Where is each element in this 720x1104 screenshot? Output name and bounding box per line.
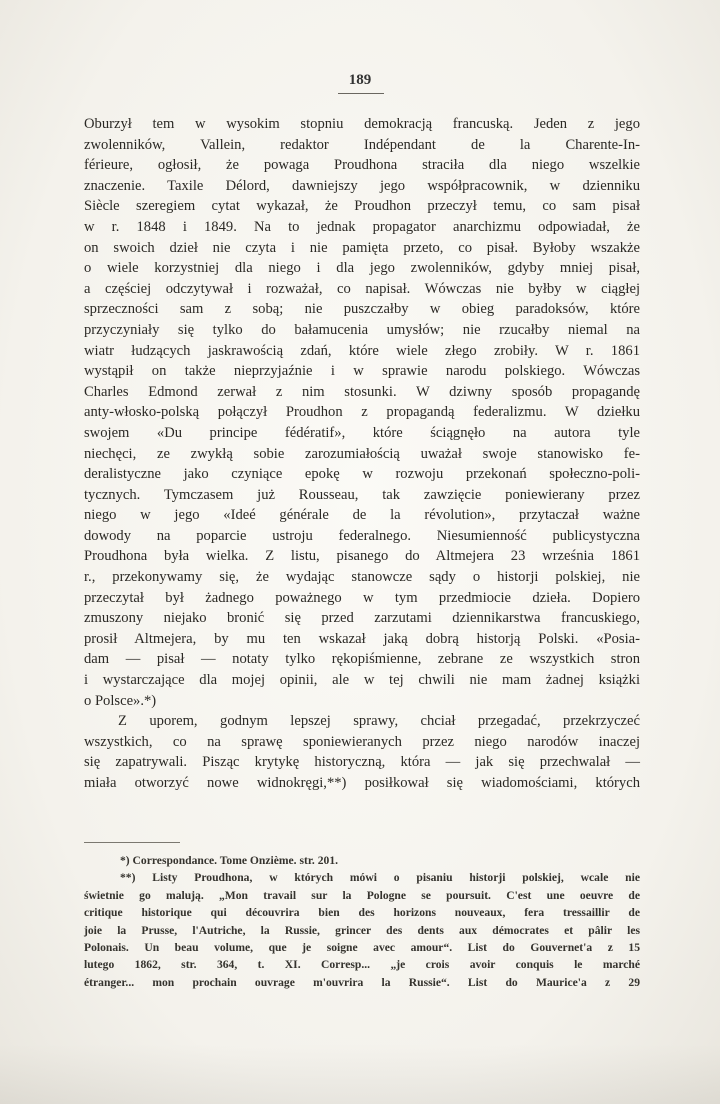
text-line: Oburzył tem w wysokim stopniu demokracją francuską. Jeden z jego (84, 116, 640, 132)
main-text (84, 114, 640, 794)
text-line: wiatr łudzących jaskrawością zdań, które wiele złego zrobiły. W r. 1861 (84, 342, 640, 359)
text-line: sprzeczności sam z sobą; nie puszczałby w obieg paradoksów, które (84, 301, 640, 318)
text-line: i wystarczające dla mojej opinii, ale w tej chwili nie mam żadnej książki (84, 672, 640, 689)
text-line: deralistyczne jako czyniące epokę w rozwoju przekonań społeczno-poli- (84, 466, 640, 483)
footnotes (84, 852, 640, 991)
text-line: a częściej odczytywał i rozważał, co napisał. Wówczas nie byłby w ciągłej (84, 280, 640, 297)
text-line: tycznych. Tymczasem już Rousseau, tak zawzięcie poniewierany przez (84, 486, 640, 503)
text-line: dam — pisał — notaty tylko rękopiśmienne, zebrane ze wszystkich stron (84, 651, 640, 668)
text-line: r., przekonywamy się, że wydając stanowcze sądy o historji polskiej, nie (84, 569, 640, 586)
footnote-line: joie la Prusse, l'Autriche, la Russie, grincer des dents aux démocrates et pâlir les (84, 923, 640, 937)
text-line: swojem «Du principe fédératif», które ściągnęło na autora tyle (84, 424, 640, 441)
footnote-line: Polonais. Un beau volume, que je soigne avec amour“. List do Gouvernet'a z 15 (84, 941, 640, 955)
text-line: niechęci, ze zwykłą sobie zarozumiałością uważał swoje stanowisko fe- (84, 445, 640, 462)
text-line: o Polsce».*) (84, 692, 157, 709)
text-line: Z uporem, godnym lepszej sprawy, chciał przegadać, przekrzyczeć (118, 713, 640, 730)
footnote-line: *) Correspondance. Tome Onzième. str. 201. (120, 854, 339, 867)
text-line: niego w jego «Ideé générale de la révolution», przytaczał ważne (84, 507, 640, 524)
page-number-underline (338, 93, 384, 94)
text-line: Proudhona była wielka. Z listu, pisanego do Altmejera 23 września 1861 (84, 548, 640, 565)
text-line: się zapatrywali. Pisząc krytykę historyczną, która — jak się przechwalał — (84, 754, 640, 771)
text-line: Siècle szeregiem cytat wykazał, że Proudhon przeczył temu, co sam pisał (84, 198, 640, 215)
text-line: prosił Altmejera, by mu ten wskazał jaką dobrą historją Polski. «Posia- (84, 630, 640, 647)
text-line: o wiele korzystniej dla niego i dla jego zwolenników, gdyby mniej pisał, (84, 260, 640, 277)
text-line: anty-włosko-polską połączył Proudhon z propagandą federalizmu. W dziełku (84, 404, 640, 421)
footnote-separator (84, 842, 180, 843)
text-line: férieure, ogłosił, że powaga Proudhona straciła dla niego wszelkie (84, 157, 640, 174)
footnote-line: lutego 1862, str. 364, t. XI. Corresp... „je crois avoir conquis le marché (84, 958, 640, 972)
text-line: przyczyniały się tylko do bałamucenia umysłów; nie rzucałby niemal na (84, 321, 640, 338)
text-line: on swoich dzieł nie czyta i nie pamięta przeto, co pisał. Byłoby wszakże (84, 239, 640, 256)
footnote-line: critique historique qui découvrira bien des horizons nouveaux, fera tressaillir de (84, 906, 640, 920)
page-number: 189 (348, 72, 372, 88)
text-line: zmuszony niejako bronić się przed zarzutami dziennikarstwa francuskiego, (84, 610, 640, 627)
text-line: zwolenników, Vallein, redaktor Indépendant de la Charente-In- (84, 136, 640, 153)
footnote-line: **) Listy Proudhona, w których mówi o pisaniu historji polskiej, wcale nie (120, 871, 640, 885)
scan-shadow (0, 1044, 720, 1104)
text-line: przeczytał był żadnego poważnego w tym przedmiocie dzieła. Dopiero (84, 589, 640, 606)
text-line: Charles Edmond zerwał z nim stosunki. W dziwny sposób propagandę (84, 383, 640, 400)
text-line: wystąpił on także nieprzyjaźnie i w sprawie narodu polskiego. Wówczas (84, 363, 640, 380)
text-line: wszystkich, co na sprawę sponiewieranych przez niego narodów inaczej (84, 733, 640, 750)
text-line: znaczenie. Taxile Délord, dawniejszy jego współpracownik, w dzienniku (84, 177, 640, 194)
text-line: miała otworzyć nowe widnokręgi,**) posiłkował się wiadomościami, których (84, 775, 640, 791)
text-line: w r. 1848 i 1849. Na to jednak propagator anarchizmu odpowiadał, że (84, 218, 640, 235)
text-line: dowody na poparcie ustroju federalnego. Niesumienność publicystyczna (84, 527, 640, 544)
footnote-line: świetnie go malują. „Mon travail sur la Pologne se poursuit. C'est une oeuvre de (84, 888, 640, 902)
footnote-line: étranger... mon prochain ouvrage m'ouvrira la Russie“. List do Maurice'a z 29 (84, 975, 640, 989)
